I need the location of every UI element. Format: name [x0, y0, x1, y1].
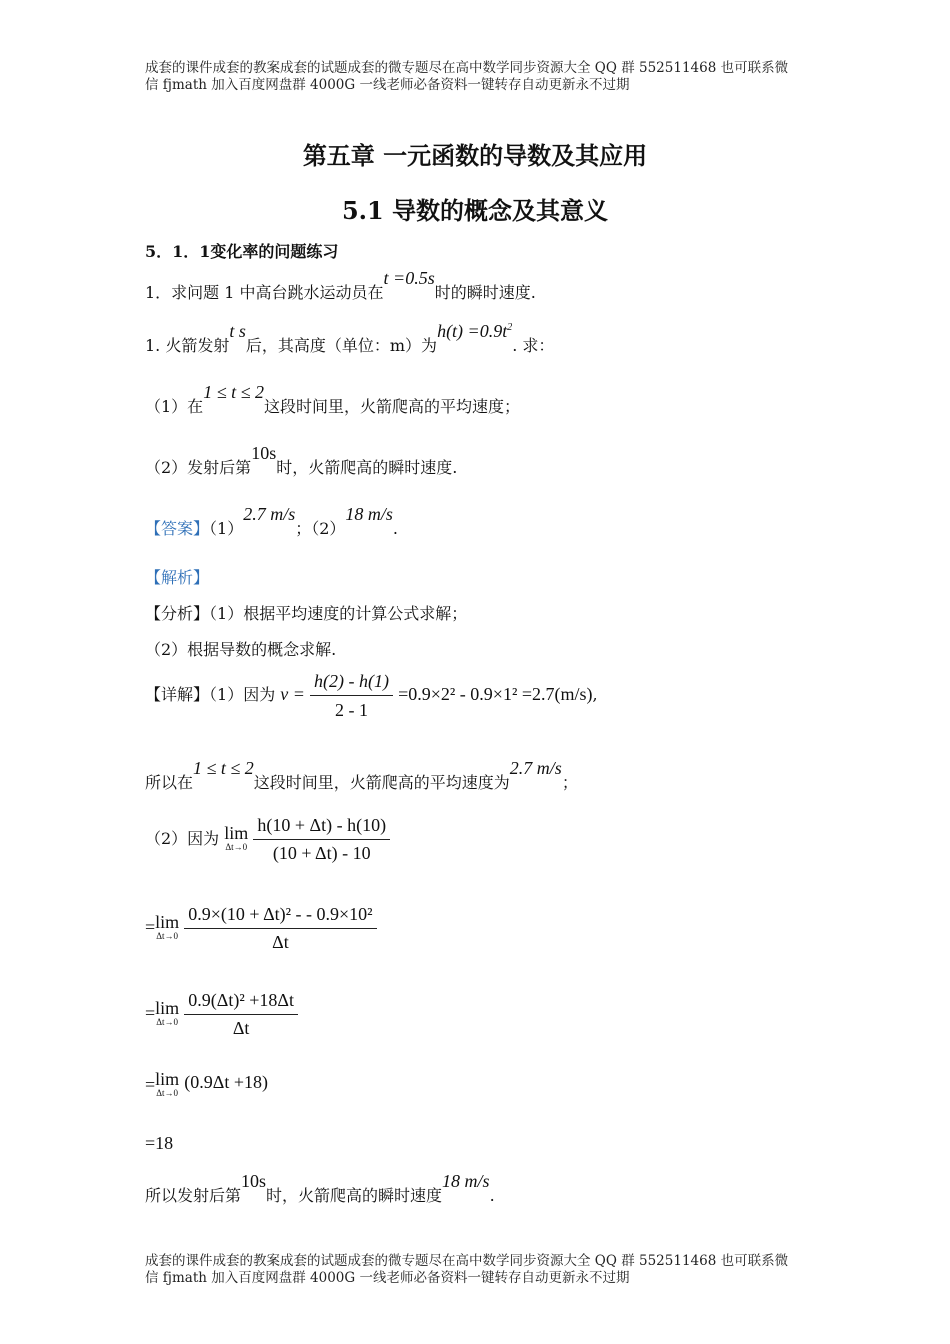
- detail-line-1: 【详解】（1）因为 v = $\frac{h(2) - h(1)}{2 - 1}$ =0.9×2² - 0.9×1² =2.7(m/s),: [145, 671, 598, 720]
- math-t-value: t =0.5s: [383, 268, 435, 288]
- detail-step-6: =18: [145, 1133, 174, 1153]
- detail-step-3: =lim Δt→0 $\frac{\text{0.9×(10 + Δt)² - - 0.9×10²}}{\Delta t}$: [145, 904, 377, 953]
- fenxi-line: 【分析】（1）根据平均速度的计算公式求解；: [145, 604, 468, 623]
- fenxi-line-2: （2）根据导数的概念求解.: [145, 640, 337, 659]
- answer-line: 【答案】（1）2.7 m/s；（2）18 m/s.: [145, 504, 399, 538]
- math-ts: t s: [229, 321, 246, 341]
- conclusion-1: 所以在1 ≤ t ≤ 2这段时间里，火箭爬高的平均速度为2.7 m/s；: [145, 758, 578, 792]
- answer-label: 【答案】: [145, 519, 210, 538]
- limit-fraction-1: $\frac{h(10 + \Delta t) - h(10)}{(10 + \Delta t) - 10}$: [253, 815, 390, 864]
- footer-line-2: 信 fjmath 加入百度网盘群 4000G 一线老师必备资料一键转存自动更新永不过期: [145, 1270, 630, 1286]
- math-10s: 10s: [251, 443, 277, 463]
- question-0: 1．求问题 1 中高台跳水运动员在t =0.5s时的瞬时速度.: [145, 268, 536, 302]
- limit-fraction-2: $\frac{\text{0.9×(10 + Δt)² - - 0.9×10²}}{\Delta t}$: [184, 904, 376, 953]
- subsection-title: 5．1．1变化率的问题练习: [145, 242, 339, 261]
- limit-symbol: lim Δt→0: [224, 822, 249, 852]
- math-interval: 1 ≤ t ≤ 2: [203, 382, 264, 402]
- footer-line-1: 成套的课件成套的教案成套的试题成套的微专题尽在高中数学同步资源大全 QQ 群 552511468 也可联系微: [145, 1253, 789, 1269]
- analysis-label: 【解析】: [145, 568, 210, 587]
- header-line-1: 成套的课件成套的教案成套的试题成套的微专题尽在高中数学同步资源大全 QQ 群 552511468 也可联系微: [145, 60, 789, 76]
- question-1-part-1: （1）在1 ≤ t ≤ 2这段时间里，火箭爬高的平均速度；: [145, 382, 520, 416]
- header-line-2: 信 fjmath 加入百度网盘群 4000G 一线老师必备资料一键转存自动更新永不过期: [145, 77, 630, 93]
- detail-step-2: （2）因为 lim Δt→0 $\frac{h(10 + \Delta t) - h(10)}{(10 + \Delta t) - 10}$: [145, 815, 390, 864]
- detail-step-4: =lim Δt→0 $\frac{\text{0.9(Δt)² +18Δt}}{\Delta t}$: [145, 990, 298, 1039]
- limit-fraction-3: $\frac{\text{0.9(Δt)² +18Δt}}{\Delta t}$: [184, 990, 298, 1039]
- question-1-part-2: （2）发射后第10s时，火箭爬高的瞬时速度.: [145, 443, 458, 477]
- page-footer: [145, 1253, 825, 1287]
- math-height-function: $h(t) =0.9t^2$: [437, 321, 513, 341]
- question-1: 1. 火箭发射t s后，其高度（单位：m）为$h(t) =0.9t^2$. 求：: [145, 321, 555, 355]
- conclusion-2: 所以发射后第10s时，火箭爬高的瞬时速度18 m/s.: [145, 1171, 495, 1205]
- avg-velocity-fraction: $\frac{h(2) - h(1)}{2 - 1}$: [310, 670, 393, 721]
- answer-value-1: 2.7 m/s: [243, 504, 296, 524]
- detail-step-5: =lim Δt→0 (0.9Δt +18): [145, 1069, 268, 1098]
- section-title: 5.1 导数的概念及其意义: [341, 196, 609, 225]
- answer-value-2: 18 m/s: [345, 504, 393, 524]
- page-header: [145, 60, 825, 94]
- chapter-title: 第五章 一元函数的导数及其应用: [302, 141, 648, 170]
